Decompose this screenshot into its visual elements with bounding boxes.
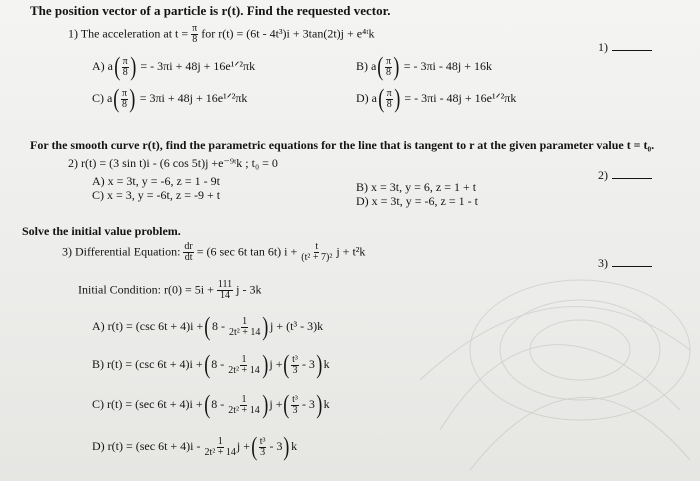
q3-b-fraction: [227, 355, 260, 376]
q3-b-tden: 3: [292, 364, 298, 376]
q3-b-num: 1: [241, 353, 247, 365]
q1-c-symbol: a: [107, 90, 113, 105]
q3-tail: j + t²k: [336, 244, 366, 259]
left-paren: (: [114, 52, 121, 81]
right-paren: ): [316, 390, 323, 419]
q3-a-pre: A) r(t) = (csc 6t + 4)i +: [92, 318, 204, 333]
left-paren: (: [283, 390, 290, 419]
right-paren: ): [262, 312, 269, 341]
q3-d-j: j +: [236, 438, 251, 453]
q3-b-k: k: [323, 356, 330, 371]
left-paren: (: [377, 52, 384, 81]
q3-c-num: 1: [241, 393, 247, 405]
q3-d-tnum: t³: [259, 435, 266, 447]
q3-a-eight: 8 -: [211, 318, 225, 333]
q1-t-fraction: [191, 24, 198, 45]
q1-t-den: 8: [192, 34, 198, 45]
answer-label-2: 2): [598, 168, 608, 182]
left-paren: (: [378, 84, 385, 113]
q1-choice-b-expr: = - 3πi - 48j + 16k: [403, 58, 492, 73]
drdt-fraction: [183, 242, 193, 263]
answer-label-3: 3): [598, 256, 608, 270]
initial-condition: [78, 280, 261, 301]
q1-b-arg-den: 8: [386, 66, 392, 78]
left-paren: (: [251, 432, 258, 461]
q3-t-fraction: [300, 242, 333, 263]
q1-d-arg-num: π: [386, 87, 392, 99]
q2-choice-d[interactable]: D) x = 3t, y = -6, z = 1 - t: [356, 194, 478, 208]
q3-d-k: k: [291, 438, 298, 453]
q1-choice-b-letter: B): [356, 58, 368, 73]
q1-d-symbol: a: [371, 90, 377, 105]
section-2-heading: For the smooth curve r(t), find the parametric equations for the line that is tangent to r at the given parameter value t = t₀.: [30, 138, 655, 152]
answer-line-1[interactable]: [612, 40, 652, 51]
q3-d-pre: D) r(t) = (sec 6t + 4)i -: [92, 438, 201, 453]
q1-tail: for r(t) = (6t - 4t³)i + 3tan(2t)j + e⁴ᵗk: [201, 26, 375, 41]
right-paren: ): [316, 350, 323, 379]
q3-choice-c[interactable]: [92, 392, 330, 418]
q3-d-fraction: [204, 437, 237, 458]
right-paren: ): [129, 84, 136, 113]
q3-a-num: 1: [242, 315, 248, 327]
q3-prefix: 3) Differential Equation:: [62, 244, 181, 259]
q3-d-tail: - 3: [269, 438, 283, 453]
q1-d-arg: [386, 89, 393, 110]
q3-a-fraction: [228, 317, 261, 338]
q3-t-den: (t² + 7)²: [301, 252, 333, 263]
right-paren: ): [393, 52, 400, 81]
q1-choice-c-expr: = 3πi + 48j + 16e¹ᐟ²πk: [139, 90, 248, 105]
left-paren: (: [203, 390, 210, 419]
q1-c-arg-den: 8: [122, 98, 128, 110]
answer-line-3[interactable]: [612, 256, 652, 267]
ic-fraction: [217, 280, 233, 301]
right-paren: ): [130, 52, 137, 81]
section-3-heading: Solve the initial value problem.: [22, 224, 181, 238]
q1-a-symbol: a: [107, 58, 113, 73]
q1-choice-c[interactable]: [92, 86, 247, 112]
q3-t-num: t: [315, 241, 319, 252]
q3-c-pre: C) r(t) = (sec 6t + 4)i +: [92, 396, 203, 411]
ic-den: 14: [219, 290, 230, 301]
q3-c-t-fraction: [291, 395, 299, 416]
q1-d-arg-den: 8: [386, 98, 392, 110]
q1-choice-a-expr: = - 3πi + 48j + 16e¹ᐟ²πk: [140, 58, 256, 73]
page-title: The position vector of a particle is r(t). Find the requested vector.: [30, 3, 391, 18]
q2-choice-b[interactable]: B) x = 3t, y = 6, z = 1 + t: [356, 180, 477, 194]
q1-t-num: π: [192, 23, 198, 34]
ic-tail: j - 3k: [236, 282, 262, 297]
q1-choice-d-letter: D): [356, 90, 369, 105]
q1-choice-d[interactable]: [356, 86, 516, 112]
q3-choice-b[interactable]: [92, 352, 330, 378]
answer-blank-1[interactable]: [598, 40, 652, 55]
right-paren: ): [394, 84, 401, 113]
q3-b-tail: - 3: [301, 356, 315, 371]
q3-c-j: j +: [269, 396, 283, 411]
q3-b-eight: 8 -: [211, 356, 225, 371]
q3-b-t-fraction: [291, 355, 299, 376]
q1-b-symbol: a: [371, 58, 377, 73]
q1-b-arg-num: π: [386, 55, 392, 67]
q3-b-tnum: t³: [292, 353, 298, 365]
q3-b-den: 2t² + 14: [228, 364, 260, 376]
q2-choice-c[interactable]: C) x = 3, y = -6t, z = -9 + t: [92, 188, 221, 202]
ic-num: 111: [217, 279, 233, 290]
question-3-stem: [62, 242, 365, 263]
q3-a-den: 2t² + 14: [228, 326, 261, 338]
left-paren: (: [113, 84, 120, 113]
q3-c-tnum: t³: [292, 393, 298, 405]
background-curve-graphic: [380, 230, 700, 480]
q1-a-arg-num: π: [122, 55, 128, 67]
q1-choice-d-expr: = - 3πi - 48j + 16e¹ᐟ²πk: [404, 90, 517, 105]
answer-label-1: 1): [598, 40, 608, 54]
q1-a-arg-den: 8: [122, 66, 128, 78]
left-paren: (: [283, 350, 290, 379]
q1-choice-c-letter: C): [92, 90, 104, 105]
q2-choice-a[interactable]: A) x = 3t, y = -6, z = 1 - 9t: [92, 174, 220, 188]
q1-c-arg: [121, 89, 128, 110]
left-paren: (: [204, 312, 211, 341]
q1-b-arg: [385, 57, 392, 78]
answer-line-2[interactable]: [612, 168, 652, 179]
q3-c-tden: 3: [292, 404, 298, 416]
q3-d-den: 2t² + 14: [204, 446, 236, 458]
q3-d-t-fraction: [259, 437, 267, 458]
left-paren: (: [203, 350, 210, 379]
q3-b-pre: B) r(t) = (csc 6t + 4)i +: [92, 356, 203, 371]
q3-choice-a[interactable]: [92, 314, 323, 340]
question-1-stem: [68, 24, 375, 45]
answer-blank-3[interactable]: [598, 256, 652, 271]
ic-prefix: Initial Condition: r(0) = 5i +: [78, 282, 214, 297]
right-paren: ): [283, 432, 290, 461]
q3-c-tail: - 3: [301, 396, 315, 411]
drdt-num: dr: [184, 241, 193, 252]
q1-choice-a[interactable]: [92, 54, 255, 80]
q3-c-eight: 8 -: [211, 396, 225, 411]
q3-a-tail: j + (t³ - 3)k: [270, 318, 324, 333]
right-paren: ): [262, 390, 269, 419]
q1-choice-b[interactable]: [356, 54, 492, 80]
q3-d-num: 1: [217, 435, 223, 447]
q1-a-arg: [122, 57, 129, 78]
q3-b-j: j +: [269, 356, 283, 371]
q3-d-tden: 3: [260, 446, 266, 458]
q3-c-den: 2t² + 14: [228, 404, 260, 416]
q3-mid: = (6 sec 6t tan 6t) i +: [196, 244, 298, 259]
q1-choice-a-letter: A): [92, 58, 105, 73]
question-2-stem: 2) r(t) = (3 sin t)i - (6 cos 5t)j +e⁻⁹ᵗk ; t₀ = 0: [68, 156, 278, 170]
q3-c-k: k: [323, 396, 330, 411]
drdt-den: dt: [184, 252, 193, 263]
q3-choice-d[interactable]: [92, 434, 297, 460]
right-paren: ): [262, 350, 269, 379]
q1-prefix: 1) The acceleration at t =: [68, 26, 189, 41]
q1-c-arg-num: π: [122, 87, 128, 99]
q3-c-fraction: [227, 395, 260, 416]
answer-blank-2[interactable]: [598, 168, 652, 183]
